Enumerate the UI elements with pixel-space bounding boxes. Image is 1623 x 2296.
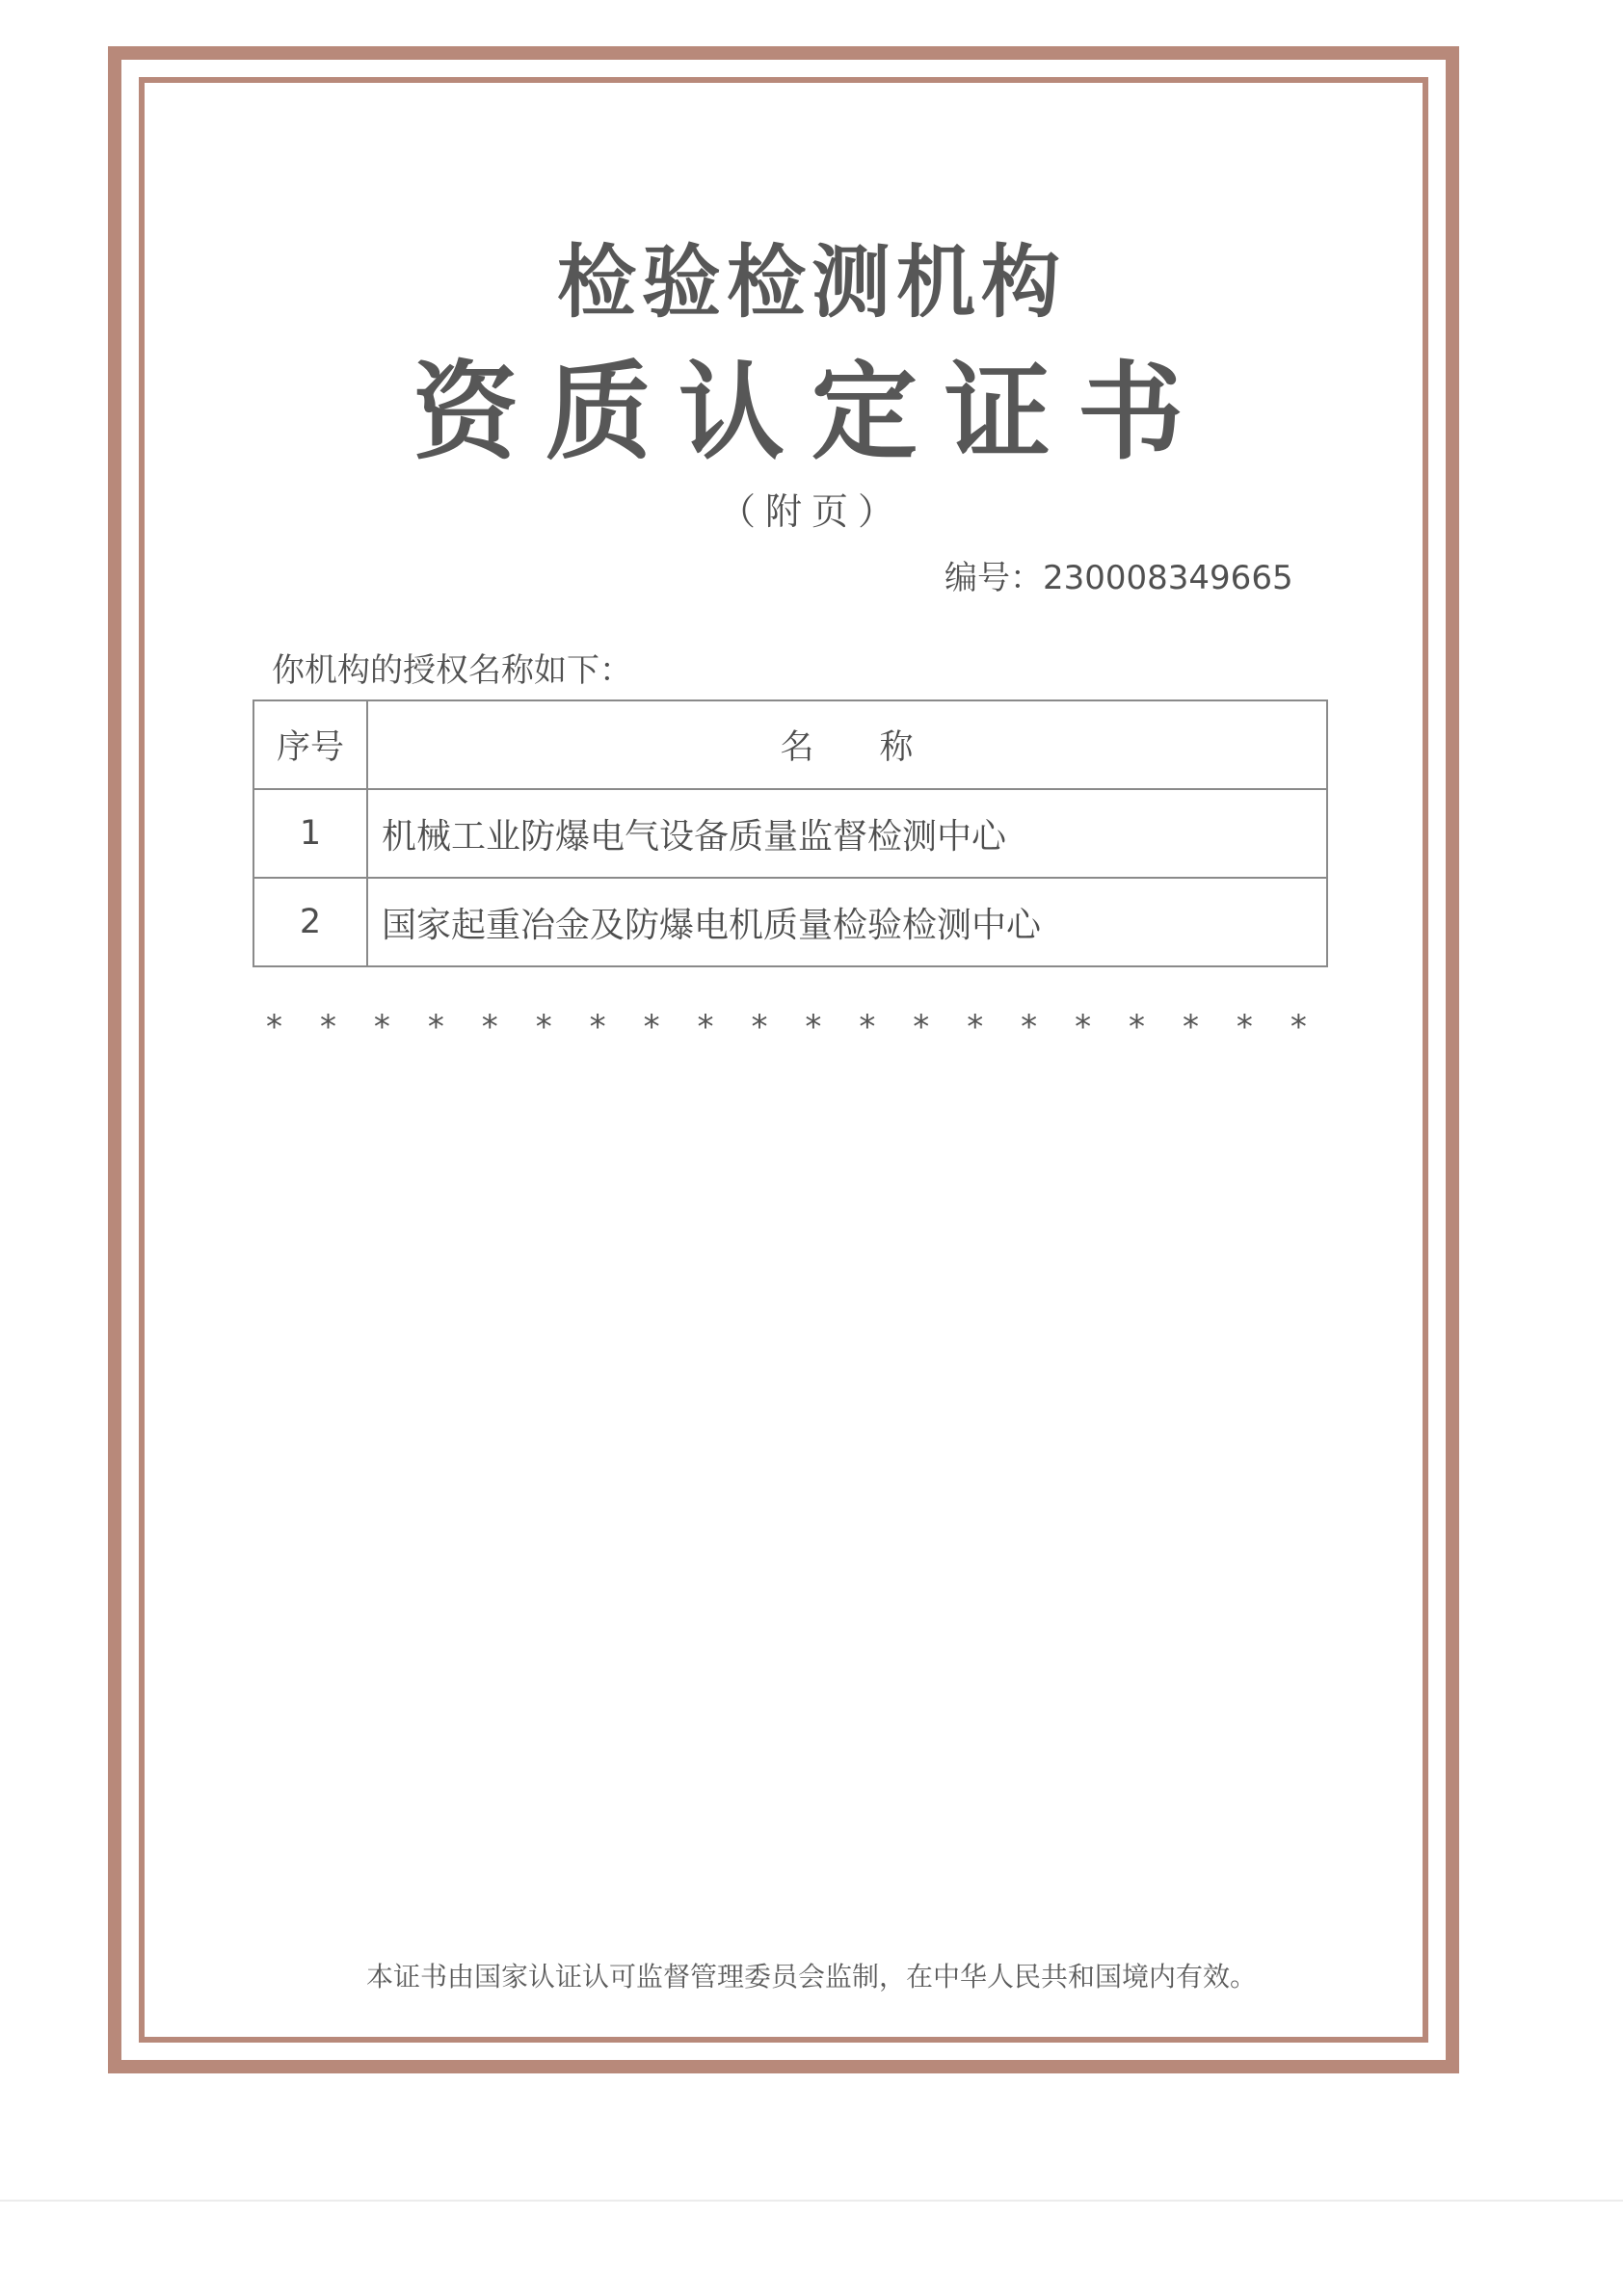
star-mark: * bbox=[1236, 1008, 1253, 1046]
star-mark: * bbox=[373, 1008, 390, 1046]
table-row bbox=[253, 878, 1327, 966]
star-mark: * bbox=[427, 1008, 444, 1046]
star-mark: * bbox=[805, 1008, 822, 1046]
star-mark: * bbox=[481, 1008, 498, 1046]
star-mark: * bbox=[266, 1008, 282, 1046]
star-mark: * bbox=[589, 1008, 606, 1046]
star-mark: * bbox=[1129, 1008, 1145, 1046]
star-mark: * bbox=[319, 1008, 336, 1046]
star-mark: * bbox=[643, 1008, 660, 1046]
star-mark: * bbox=[535, 1008, 552, 1046]
footer-validity-note: 本证书由国家认证认可监督管理委员会监制，在中华人民共和国境内有效。 bbox=[365, 1961, 1257, 1993]
star-mark: * bbox=[1021, 1008, 1038, 1046]
star-mark: * bbox=[697, 1008, 714, 1046]
star-mark: * bbox=[751, 1008, 768, 1046]
star-mark: * bbox=[913, 1008, 930, 1046]
subtitle-attachment-page: （附页） bbox=[718, 490, 904, 533]
header-name: 名称 bbox=[367, 700, 1327, 789]
title-line-2: 资质认定证书 bbox=[412, 351, 1211, 474]
end-marker-stars bbox=[266, 1008, 1307, 1046]
certificate-number: 编号：230008349665 bbox=[945, 559, 1293, 597]
star-mark: * bbox=[1182, 1008, 1199, 1046]
page-edge-line bbox=[0, 2200, 1623, 2202]
title-line-1: 检验检测机构 bbox=[556, 237, 1066, 329]
row-institution-name: 国家起重冶金及防爆电机质量检验检测中心 bbox=[367, 878, 1327, 966]
row-serial-number: 2 bbox=[253, 878, 367, 966]
header-serial-number: 序号 bbox=[253, 700, 367, 789]
star-mark: * bbox=[1290, 1008, 1307, 1046]
row-institution-name: 机械工业防爆电气设备质量监督检测中心 bbox=[367, 789, 1327, 878]
row-serial-number: 1 bbox=[253, 789, 367, 878]
intro-text: 你机构的授权名称如下： bbox=[272, 651, 632, 690]
authorized-names-table bbox=[253, 699, 1328, 967]
star-mark: * bbox=[967, 1008, 984, 1046]
star-mark: * bbox=[1075, 1008, 1092, 1046]
table-header-row bbox=[253, 700, 1327, 789]
table-row bbox=[253, 789, 1327, 878]
star-mark: * bbox=[859, 1008, 876, 1046]
